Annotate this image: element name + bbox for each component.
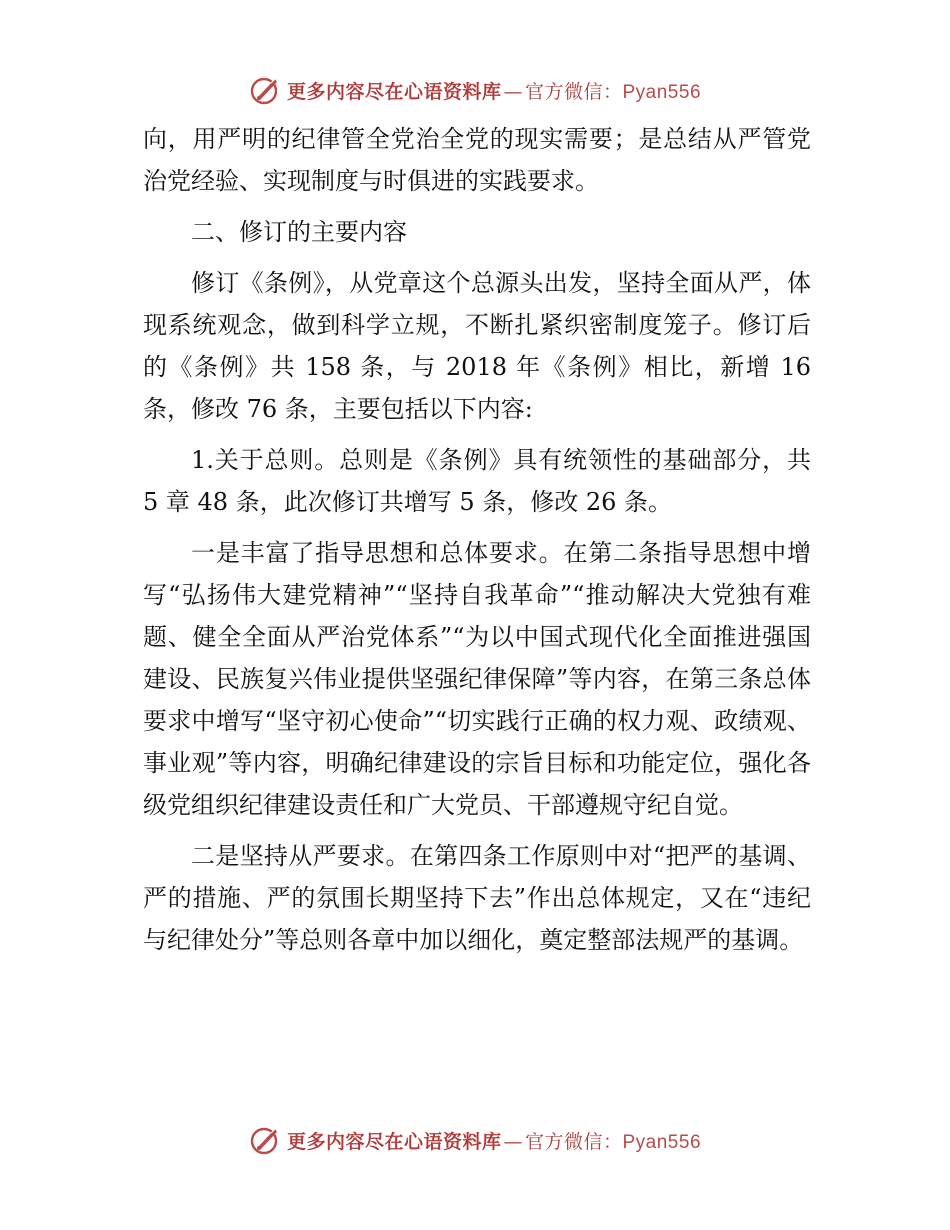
paragraph: 一是丰富了指导思想和总体要求。在第二条指导思想中增写“弘扬伟大建党精神”“坚持自我革命”“推动解决大党独有难题、健全全面从严治党体系”“为以中国式现代化全面推进强国建设、民族复兴伟业提供坚强纪律保障”等内容，在第三条总体要求中增写“坚守初心使命”“切实践行正确的权力观、政绩观、事业观”等内容，明确纪律建设的宗旨目标和功能定位，强化各级党组织纪律建设责任和广大党员、干部遵规守纪自觉。 bbox=[143, 539, 811, 819]
banner-wechat-id: Pyan556 bbox=[622, 1131, 702, 1153]
banner-brand: 更多内容尽在心语资料库 bbox=[286, 1130, 502, 1153]
banner-content bbox=[249, 1124, 701, 1156]
banner-wechat-id: Pyan556 bbox=[622, 81, 702, 103]
quill-logo-icon bbox=[249, 74, 281, 106]
quill-logo-icon bbox=[249, 1124, 281, 1156]
section-heading: 二、修订的主要内容 bbox=[191, 218, 407, 246]
document-body bbox=[143, 118, 811, 961]
footer-watermark-banner bbox=[0, 1122, 950, 1158]
paragraph: 1.关于总则。总则是《条例》具有统领性的基础部分，共 5 章 48 条，此次修订共增写 5 条，修改 26 条。 bbox=[143, 446, 811, 516]
header-watermark-banner bbox=[0, 72, 950, 108]
banner-wechat-label: 官方微信： bbox=[524, 1130, 623, 1153]
paragraph: 二是坚持从严要求。在第四条工作原则中对“把严的基调、严的措施、严的氛围长期坚持下去”作出总体规定，又在“违纪与纪律处分”等总则各章中加以细化，奠定整部法规严的基调。 bbox=[143, 842, 811, 954]
banner-wechat-label: 官方微信： bbox=[524, 80, 623, 103]
paragraph-continuation: 向，用严明的纪律管全党治全党的现实需要；是总结从严管党治党经验、实现制度与时俱进的实践要求。 bbox=[143, 125, 811, 195]
banner-separator: — bbox=[503, 1130, 523, 1153]
banner-text bbox=[287, 77, 701, 104]
banner-brand: 更多内容尽在心语资料库 bbox=[286, 80, 502, 103]
banner-text bbox=[287, 1127, 701, 1154]
paragraph: 修订《条例》，从党章这个总源头出发，坚持全面从严，体现系统观念，做到科学立规，不断扎紧织密制度笼子。修订后的《条例》共 158 条，与 2018 年《条例》相比，新增 16 条，修改 76 条，主要包括以下内容: bbox=[143, 269, 811, 423]
banner-separator: — bbox=[503, 80, 523, 103]
banner-content bbox=[249, 74, 701, 106]
